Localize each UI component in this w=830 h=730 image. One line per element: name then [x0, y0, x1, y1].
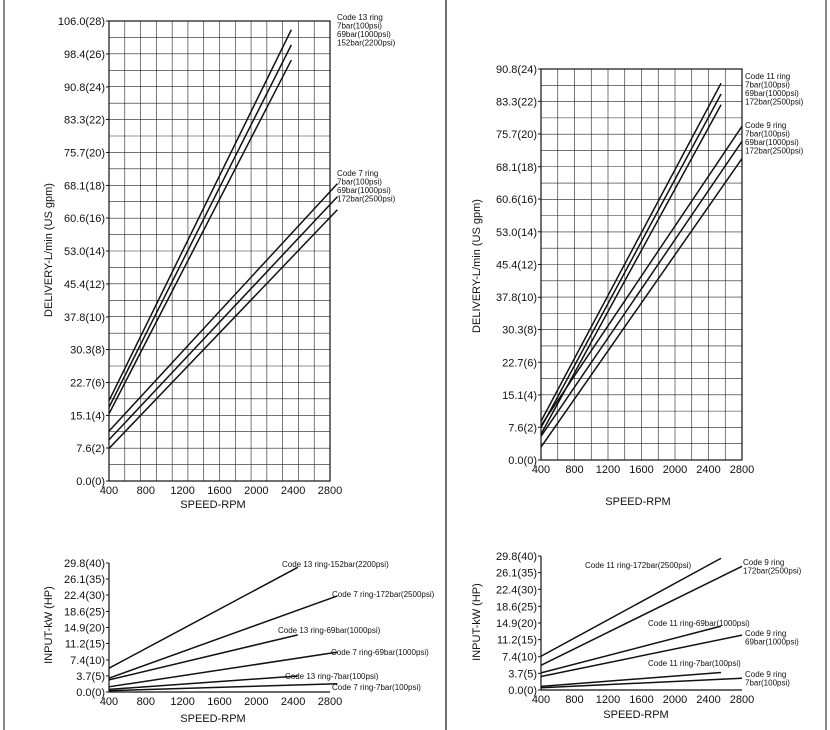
x-tick-label: 2000 — [244, 696, 269, 708]
x-tick-label: 2800 — [317, 485, 343, 497]
x-axis-title: SPEED-RPM — [180, 713, 246, 725]
y-tick-label: 37.8(10) — [496, 292, 537, 305]
series-line — [541, 566, 742, 665]
y-tick-label: 30.3(8) — [502, 324, 537, 337]
x-axis-title: SPEED-RPM — [605, 496, 671, 508]
y-tick-label: 3.7(5) — [76, 670, 105, 683]
legend-entry: Code 7 ring — [337, 169, 379, 178]
annotation-label: Code 13 ring-152bar(2200psi) — [282, 560, 389, 569]
legend-entry: 69bar(1000psi) — [745, 138, 799, 147]
y-tick-label: 15.1(4) — [502, 389, 537, 402]
series-line — [541, 678, 742, 687]
legend-entry: 152bar(2200psi) — [337, 38, 396, 48]
x-tick-label: 800 — [136, 696, 156, 708]
x-tick-label: 2000 — [662, 694, 688, 706]
y-tick-label: 83.3(22) — [496, 96, 537, 109]
series-line — [109, 210, 337, 449]
y-tick-label: 29.8(40) — [496, 551, 537, 563]
x-axis-title: SPEED-RPM — [603, 709, 669, 721]
y-tick-label: 68.1(18) — [64, 180, 105, 193]
y-tick-label: 106.0(28) — [57, 16, 105, 28]
x-tick-label: 2400 — [280, 485, 306, 497]
x-tick-label: 2000 — [662, 464, 688, 476]
x-tick-label: 800 — [565, 694, 584, 706]
y-tick-label: 30.3(8) — [70, 344, 105, 357]
x-tick-label: 400 — [99, 485, 119, 497]
y-tick-label: 0.0(0) — [508, 685, 537, 697]
series-line — [109, 197, 337, 440]
y-tick-label: 14.9(20) — [496, 618, 537, 630]
y-tick-label: 75.7(20) — [64, 147, 105, 160]
series-line — [541, 635, 742, 676]
annotation-label: Code 9 ring 69bar(1000psi) — [745, 629, 799, 647]
y-tick-label: 7.6(2) — [76, 443, 105, 456]
y-tick-label: 0.0(0) — [76, 687, 105, 699]
x-tick-label: 1600 — [207, 485, 232, 497]
annotation-label: Code 9 ring 172bar(2500psi) — [743, 558, 802, 576]
y-tick-label: 22.7(6) — [502, 357, 537, 370]
legend-entry: 7bar(100psi) — [745, 129, 790, 139]
annotation-label: Code 7 ring-7bar(100psi) — [332, 683, 421, 692]
x-tick-label: 400 — [531, 464, 551, 476]
y-tick-label: 7.4(10) — [70, 654, 105, 667]
x-axis-title: SPEED-RPM — [180, 499, 246, 511]
series-line — [109, 60, 291, 414]
y-tick-label: 26.1(35) — [496, 567, 537, 580]
series-line — [541, 672, 721, 686]
annotation-label: Code 7 ring-172bar(2500psi) — [332, 590, 435, 599]
annotation-label: Code 9 ring 7bar(100psi) — [745, 670, 790, 688]
x-tick-label: 1200 — [170, 485, 195, 497]
y-tick-label: 22.4(30) — [64, 590, 105, 603]
y-tick-label: 60.6(16) — [496, 194, 537, 207]
x-tick-label: 1600 — [207, 696, 232, 708]
y-tick-label: 18.6(25) — [496, 601, 537, 614]
annotation-label: Code 13 ring-69bar(1000psi) — [278, 626, 381, 635]
y-axis-title: DELIVERY-L/min (US gpm) — [43, 183, 55, 317]
y-tick-label: 0.0(0) — [508, 455, 537, 467]
series-line — [541, 558, 721, 656]
x-tick-label: 400 — [531, 694, 551, 706]
legend-entry: Code 11 ring — [745, 72, 791, 81]
legend-entry: 172bar(2500psi) — [745, 146, 804, 156]
x-tick-label: 1200 — [170, 696, 195, 708]
x-tick-label: 1200 — [595, 464, 621, 476]
legend-entry: 7bar(100psi) — [337, 177, 382, 187]
y-tick-label: 11.2(15) — [64, 638, 105, 651]
legend-entry: 172bar(2500psi) — [337, 194, 396, 204]
legend-entry: 7bar(100psi) — [745, 80, 790, 90]
annotation-label: Code 11 ring-69bar(1000psi) — [648, 619, 750, 628]
y-tick-label: 68.1(18) — [496, 161, 537, 174]
x-tick-label: 2800 — [729, 464, 755, 476]
y-tick-label: 14.9(20) — [64, 622, 105, 635]
annotation-label: Code 13 ring-7bar(100psi) — [285, 672, 379, 681]
legend-entry: 69bar(1000psi) — [337, 186, 391, 195]
y-tick-label: 11.2(15) — [496, 634, 537, 647]
x-tick-label: 1600 — [629, 464, 654, 476]
y-axis-title: INPUT-kW (HP) — [43, 586, 55, 664]
y-tick-label: 15.1(4) — [70, 410, 105, 423]
y-axis-title: DELIVERY-L/min (US gpm) — [471, 199, 483, 333]
legend-entry: 7bar(100psi) — [337, 21, 382, 31]
x-tick-label: 1200 — [595, 694, 621, 706]
y-tick-label: 60.6(16) — [64, 213, 105, 226]
x-tick-label: 400 — [99, 696, 119, 708]
y-tick-label: 7.4(10) — [502, 651, 537, 664]
y-tick-label: 75.7(20) — [496, 129, 537, 142]
y-axis-title: INPUT-kW (HP) — [471, 583, 483, 661]
y-tick-label: 90.8(24) — [64, 81, 105, 94]
x-tick-label: 2400 — [696, 694, 721, 706]
x-tick-label: 800 — [136, 485, 156, 497]
series-line — [109, 30, 291, 401]
legend-entry: Code 9 ring — [745, 121, 787, 130]
y-tick-label: 29.8(40) — [64, 558, 105, 570]
legend-entry: Code 13 ring — [337, 13, 383, 22]
y-tick-label: 0.0(0) — [76, 476, 105, 488]
y-tick-label: 98.4(26) — [64, 48, 105, 61]
y-tick-label: 53.0(14) — [64, 246, 105, 258]
x-tick-label: 2400 — [280, 696, 306, 708]
x-tick-label: 800 — [565, 464, 584, 476]
y-tick-label: 45.4(12) — [64, 278, 105, 291]
y-tick-label: 37.8(10) — [64, 311, 105, 324]
x-tick-label: 2800 — [317, 696, 343, 708]
annotation-label: Code 7 ring-69bar(1000psi) — [331, 648, 429, 657]
x-tick-label: 1600 — [629, 694, 654, 706]
y-tick-label: 83.3(22) — [64, 114, 105, 127]
y-tick-label: 45.4(12) — [496, 259, 537, 272]
series-line — [109, 567, 298, 668]
annotation-label: Code 11 ring-7bar(100psi) — [648, 659, 741, 668]
series-line — [109, 184, 337, 431]
y-tick-label: 90.8(24) — [496, 64, 537, 76]
y-tick-label: 7.6(2) — [508, 422, 537, 435]
legend-entry: 69bar(1000psi) — [337, 30, 391, 39]
y-tick-label: 22.7(6) — [70, 377, 105, 390]
x-tick-label: 2000 — [244, 485, 269, 497]
y-tick-label: 3.7(5) — [508, 668, 537, 681]
y-tick-label: 53.0(14) — [496, 226, 537, 239]
annotation-label: Code 11 ring-172bar(2500psi) — [585, 561, 692, 570]
series-line — [109, 596, 337, 678]
y-tick-label: 26.1(35) — [64, 574, 105, 587]
series-line — [541, 94, 721, 428]
y-tick-label: 18.6(25) — [64, 606, 105, 619]
legend-entry: 69bar(1000psi) — [745, 89, 799, 98]
x-tick-label: 2800 — [729, 694, 755, 706]
legend-entry: 172bar(2500psi) — [745, 97, 804, 107]
y-tick-label: 22.4(30) — [496, 584, 537, 597]
x-tick-label: 2400 — [696, 464, 721, 476]
